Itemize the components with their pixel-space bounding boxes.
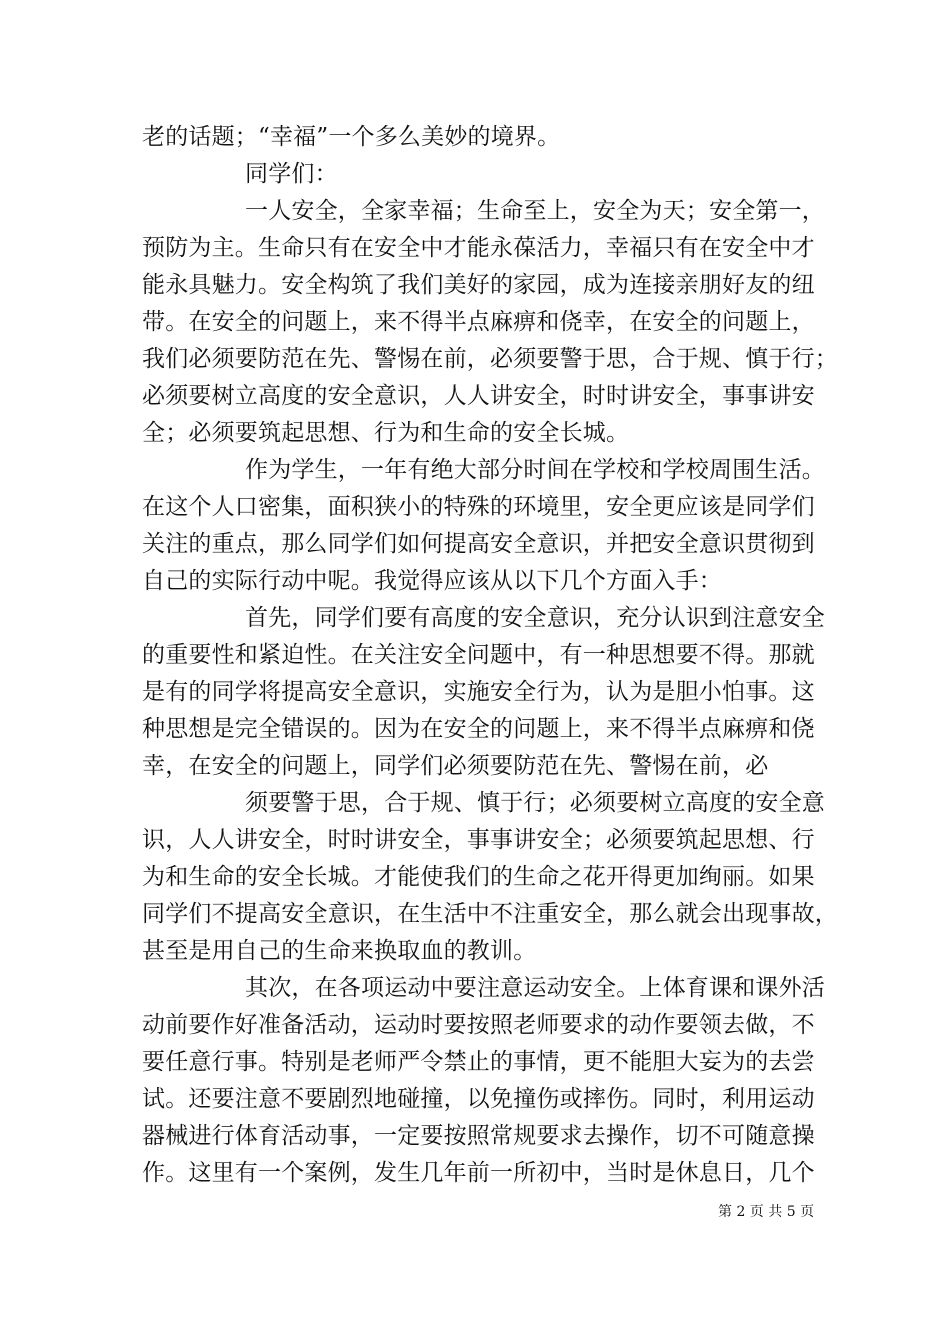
text-line: 是有的同学将提高安全意识，实施安全行为，认为是胆小怕事。这 — [142, 679, 815, 705]
paragraph-start-line: 须要警于思，合于规、慎于行；必须要树立高度的安全意 — [245, 790, 825, 816]
text-line: 的重要性和紧迫性。在关注安全问题中，有一种思想要不得。那就 — [142, 642, 815, 668]
paragraph-start-line: 其次，在各项运动中要注意运动安全。上体育课和课外活 — [245, 975, 825, 1001]
text-line: 种思想是完全错误的。因为在安全的问题上，来不得半点麻痹和侥 — [142, 716, 815, 742]
paragraph-start-line: 一人安全，全家幸福；生命至上，安全为天；安全第一， — [245, 198, 825, 224]
text-line: 作。这里有一个案例，发生几年前一所初中，当时是休息日，几个 — [142, 1160, 815, 1186]
text-line: 自己的实际行动中呢。我觉得应该从以下几个方面入手： — [142, 568, 722, 594]
text-line: 动前要作好准备活动，运动时要按照老师要求的动作要领去做，不 — [142, 1012, 815, 1038]
salutation-line: 同学们： — [245, 161, 338, 187]
text-line: 甚至是用自己的生命来换取血的教训。 — [142, 938, 537, 964]
text-line: 带。在安全的问题上，来不得半点麻痹和侥幸，在安全的问题上， — [142, 309, 815, 335]
text-line: 幸，在安全的问题上，同学们必须要防范在先、警惕在前，必 — [142, 753, 769, 779]
text-line: 为和生命的安全长城。才能使我们的生命之花开得更加绚丽。如果 — [142, 864, 815, 890]
page-number-footer: 第 2 页 共 5 页 — [718, 1204, 815, 1220]
text-line: 预防为主。生命只有在安全中才能永葆活力，幸福只有在安全中才 — [142, 235, 815, 261]
text-line: 必须要树立高度的安全意识，人人讲安全，时时讲安全，事事讲安 — [142, 383, 815, 409]
text-line: 在这个人口密集，面积狭小的特殊的环境里，安全更应该是同学们 — [142, 494, 815, 520]
text-line: 我们必须要防范在先、警惕在前，必须要警于思，合于规、慎于行； — [142, 346, 838, 372]
paragraph-start-line: 作为学生，一年有绝大部分时间在学校和学校周围生活。 — [245, 457, 825, 483]
text-line: 全；必须要筑起思想、行为和生命的安全长城。 — [142, 420, 630, 446]
text-line: 识，人人讲安全，时时讲安全，事事讲安全；必须要筑起思想、行 — [142, 827, 815, 853]
text-line: 关注的重点，那么同学们如何提高安全意识，并把安全意识贯彻到 — [142, 531, 815, 557]
text-line: 要任意行事。特别是老师严令禁止的事情，更不能胆大妄为的去尝 — [142, 1049, 815, 1075]
paragraph-start-line: 首先，同学们要有高度的安全意识，充分认识到注意安全 — [245, 605, 825, 631]
text-line: 能永具魅力。安全构筑了我们美好的家园，成为连接亲朋好友的纽 — [142, 272, 815, 298]
text-line: 试。还要注意不要剧烈地碰撞，以免撞伤或摔伤。同时，利用运动 — [142, 1086, 815, 1112]
text-line: 器械进行体育活动事，一定要按照常规要求去操作，切不可随意操 — [142, 1123, 815, 1149]
text-line: 同学们不提高安全意识，在生活中不注重安全，那么就会出现事故， — [142, 901, 838, 927]
text-line: 老的话题；“幸福”一个多么美妙的境界。 — [142, 124, 561, 150]
